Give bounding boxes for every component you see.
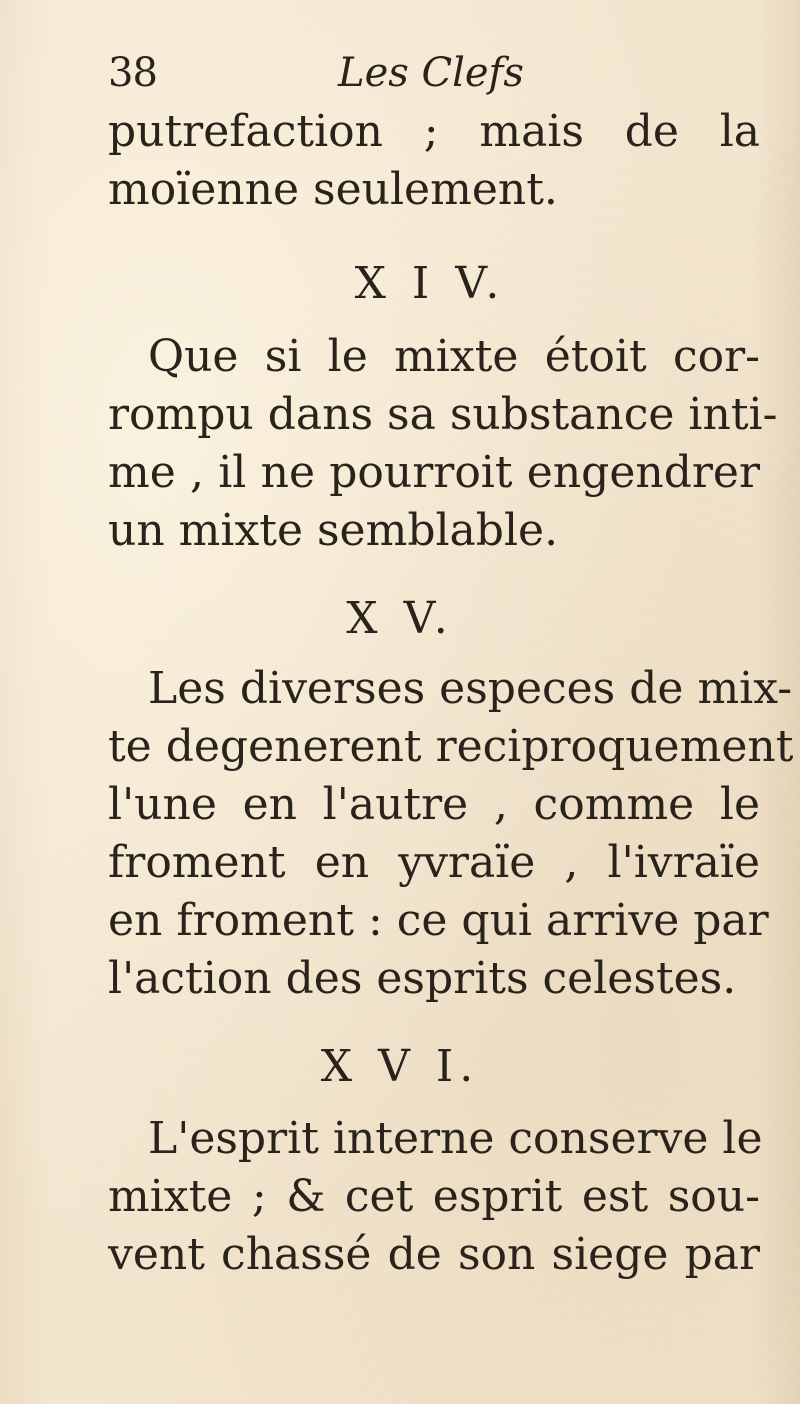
page-number: 38 (108, 50, 157, 96)
text-line: L'esprit interne conserve le (148, 1113, 763, 1164)
text-line: te degenerent reciproquement (108, 721, 794, 772)
text-line: Que si le mixte étoit cor- (148, 331, 760, 382)
text-line: mixte ; & cet esprit est sou- (108, 1171, 760, 1222)
text-line: froment en yvraïe , l'ivraïe (108, 837, 760, 888)
section-heading-xvi: X V I. (320, 1041, 480, 1092)
running-head (108, 50, 708, 100)
text-line: en froment : ce qui arrive par (108, 895, 769, 946)
text-line: vent chassé de son siege par (108, 1229, 760, 1280)
section-heading-xv: X V. (346, 593, 454, 644)
text-line: moïenne seulement. (108, 164, 558, 215)
text-line: rompu dans sa substance inti- (108, 389, 778, 440)
text-line: l'action des esprits celestes. (108, 953, 737, 1004)
running-title: Les Clefs (338, 50, 524, 96)
text-line: me , il ne pourroit engendrer (108, 447, 760, 498)
section-heading-xiv: X I V. (354, 258, 506, 309)
text-line: un mixte semblable. (108, 505, 559, 556)
text-line: Les diverses especes de mix- (148, 663, 793, 714)
text-line: l'une en l'autre , comme le (108, 779, 760, 830)
text-line: putrefaction ; mais de la (108, 106, 760, 157)
